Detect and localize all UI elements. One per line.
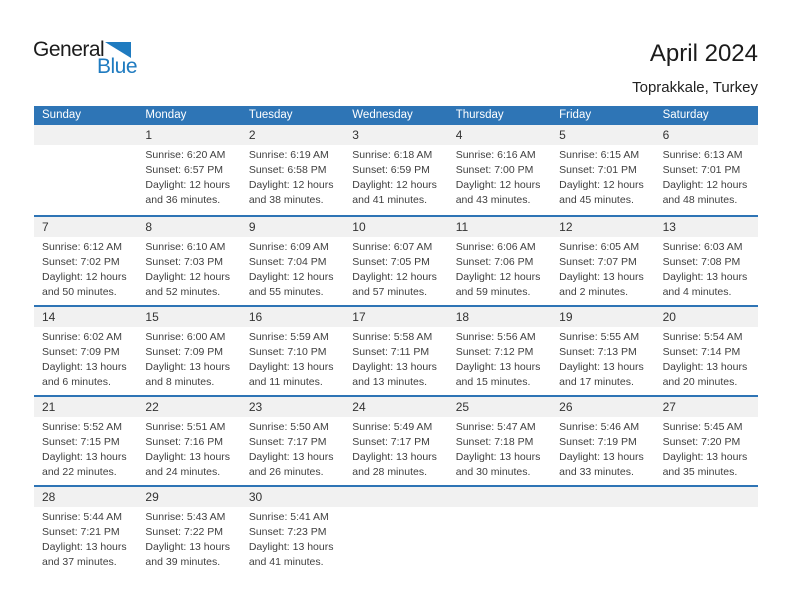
- day-cell: [551, 397, 654, 485]
- day-details: [34, 507, 137, 570]
- day-detail-line: and 39 minutes.: [145, 556, 221, 568]
- day-cell: [551, 125, 654, 215]
- day-detail-line: and 37 minutes.: [42, 556, 117, 568]
- day-detail-line: Sunset: 7:14 PM: [662, 346, 741, 358]
- day-details: [551, 145, 654, 208]
- day-cell: [241, 217, 344, 305]
- day-details: [137, 145, 240, 208]
- day-number: 8: [137, 217, 240, 237]
- day-detail-line: Sunrise: 6:13 AM: [662, 149, 743, 161]
- day-details: [241, 327, 344, 390]
- day-detail-line: and 35 minutes.: [662, 466, 738, 478]
- day-detail-line: and 26 minutes.: [248, 466, 324, 478]
- day-detail-line: Daylight: 13 hours: [248, 541, 334, 553]
- week-row: [34, 125, 758, 215]
- day-detail-line: Daylight: 13 hours: [145, 361, 231, 373]
- weekday-header-monday: Monday: [145, 109, 187, 121]
- day-number: [655, 487, 758, 507]
- day-detail-line: Daylight: 12 hours: [42, 271, 127, 283]
- day-detail-line: Sunset: 7:12 PM: [455, 346, 534, 358]
- day-detail-line: Sunset: 7:09 PM: [145, 346, 224, 358]
- day-detail-line: Sunset: 7:01 PM: [559, 164, 637, 176]
- day-detail-line: Sunrise: 6:02 AM: [42, 331, 122, 343]
- day-detail-line: Daylight: 13 hours: [145, 451, 231, 463]
- day-cell: [344, 125, 447, 215]
- day-details: [241, 507, 344, 570]
- day-number: [34, 125, 137, 145]
- day-detail-line: and 48 minutes.: [662, 194, 738, 206]
- day-details: [241, 237, 344, 300]
- day-detail-line: Sunset: 7:02 PM: [42, 256, 120, 268]
- day-details: [655, 417, 758, 480]
- logo-text-general: General: [33, 38, 105, 61]
- day-detail-line: Sunset: 6:59 PM: [352, 164, 430, 176]
- day-cell: [655, 217, 758, 305]
- day-cell: [344, 397, 447, 485]
- day-detail-line: Sunset: 7:01 PM: [662, 164, 741, 176]
- day-number: 30: [241, 487, 344, 507]
- day-detail-line: Sunset: 7:10 PM: [248, 346, 327, 358]
- day-detail-line: Daylight: 13 hours: [248, 451, 334, 463]
- weekday-header-wednesday: Wednesday: [352, 109, 413, 121]
- day-detail-line: Sunrise: 6:18 AM: [352, 149, 433, 161]
- day-detail-line: Sunset: 6:57 PM: [145, 164, 224, 176]
- day-detail-line: and 6 minutes.: [42, 376, 111, 388]
- day-number: 24: [344, 397, 447, 417]
- day-cell: [137, 217, 240, 305]
- day-detail-line: Sunset: 7:06 PM: [455, 256, 534, 268]
- day-number: 4: [448, 125, 551, 145]
- day-detail-line: Sunrise: 5:50 AM: [248, 421, 329, 433]
- day-details: [137, 237, 240, 300]
- day-detail-line: Sunset: 7:16 PM: [145, 436, 224, 448]
- day-number: 6: [655, 125, 758, 145]
- day-detail-line: and 20 minutes.: [662, 376, 738, 388]
- day-detail-line: and 50 minutes.: [42, 286, 117, 298]
- day-number: 21: [34, 397, 137, 417]
- weekday-header-tuesday: Tuesday: [248, 109, 293, 121]
- day-number: 26: [551, 397, 654, 417]
- day-number: 13: [655, 217, 758, 237]
- day-detail-line: Daylight: 12 hours: [662, 179, 748, 191]
- day-number: 3: [344, 125, 447, 145]
- day-cell: [344, 307, 447, 395]
- day-detail-line: and 22 minutes.: [42, 466, 117, 478]
- day-details: [241, 417, 344, 480]
- day-cell: [137, 397, 240, 485]
- day-detail-line: and 13 minutes.: [352, 376, 427, 388]
- day-detail-line: Sunrise: 6:00 AM: [145, 331, 226, 343]
- calendar-grid-container: [34, 106, 758, 575]
- day-detail-line: and 28 minutes.: [352, 466, 427, 478]
- day-cell: [137, 307, 240, 395]
- day-cell: [551, 307, 654, 395]
- day-number: 14: [34, 307, 137, 327]
- day-detail-line: and 59 minutes.: [455, 286, 531, 298]
- day-cell: [137, 487, 240, 575]
- day-detail-line: Sunrise: 5:43 AM: [145, 511, 226, 523]
- logo-text-blue: Blue: [96, 55, 137, 78]
- day-number: 20: [655, 307, 758, 327]
- day-detail-line: Sunset: 7:07 PM: [559, 256, 637, 268]
- day-cell: [448, 307, 551, 395]
- day-cell: [551, 217, 654, 305]
- week-row: [34, 395, 758, 485]
- day-detail-line: and 15 minutes.: [455, 376, 531, 388]
- day-detail-line: and 17 minutes.: [559, 376, 634, 388]
- day-detail-line: Sunrise: 6:16 AM: [455, 149, 536, 161]
- day-detail-line: Sunset: 7:08 PM: [662, 256, 741, 268]
- day-detail-line: Daylight: 12 hours: [352, 271, 437, 283]
- day-detail-line: Sunrise: 6:03 AM: [662, 241, 743, 253]
- day-detail-line: Sunrise: 6:05 AM: [559, 241, 640, 253]
- page-subtitle: Toprakkale, Turkey: [632, 79, 758, 96]
- day-detail-line: and 52 minutes.: [145, 286, 221, 298]
- day-detail-line: Sunset: 7:21 PM: [42, 526, 120, 538]
- day-detail-line: Sunrise: 6:19 AM: [248, 149, 329, 161]
- day-detail-line: Daylight: 12 hours: [248, 179, 334, 191]
- day-detail-line: and 30 minutes.: [455, 466, 531, 478]
- day-detail-line: Sunrise: 5:46 AM: [559, 421, 640, 433]
- day-detail-line: Sunset: 7:15 PM: [42, 436, 120, 448]
- day-detail-line: Sunset: 7:17 PM: [248, 436, 327, 448]
- day-detail-line: Sunrise: 5:44 AM: [42, 511, 122, 523]
- day-details: [655, 327, 758, 390]
- day-details: [137, 507, 240, 570]
- day-detail-line: and 36 minutes.: [145, 194, 221, 206]
- day-number: 25: [448, 397, 551, 417]
- day-detail-line: Daylight: 12 hours: [145, 271, 231, 283]
- day-detail-line: Sunset: 7:20 PM: [662, 436, 741, 448]
- day-details: [34, 417, 137, 480]
- week-row: [34, 485, 758, 575]
- title-block: [632, 40, 758, 96]
- day-detail-line: Daylight: 13 hours: [352, 361, 437, 373]
- day-detail-line: Daylight: 13 hours: [662, 451, 748, 463]
- day-detail-line: and 45 minutes.: [559, 194, 634, 206]
- day-details: [344, 417, 447, 480]
- day-detail-line: Sunrise: 5:56 AM: [455, 331, 536, 343]
- day-number: 15: [137, 307, 240, 327]
- day-detail-line: Sunset: 7:03 PM: [145, 256, 224, 268]
- day-detail-line: Daylight: 12 hours: [559, 179, 644, 191]
- day-cell: [655, 125, 758, 215]
- day-detail-line: Sunrise: 6:12 AM: [42, 241, 122, 253]
- day-detail-line: Daylight: 13 hours: [559, 361, 644, 373]
- day-detail-line: Sunset: 7:11 PM: [352, 346, 430, 358]
- empty-day-cell: [34, 125, 137, 215]
- day-details: [34, 237, 137, 300]
- day-details: [241, 145, 344, 208]
- day-number: 18: [448, 307, 551, 327]
- day-detail-line: and 33 minutes.: [559, 466, 634, 478]
- day-detail-line: Sunrise: 5:41 AM: [248, 511, 329, 523]
- day-cell: [34, 217, 137, 305]
- day-detail-line: and 8 minutes.: [145, 376, 215, 388]
- day-detail-line: Daylight: 13 hours: [559, 451, 644, 463]
- day-details: [655, 145, 758, 208]
- day-cell: [655, 307, 758, 395]
- day-details: [448, 145, 551, 208]
- day-detail-line: Sunset: 7:04 PM: [248, 256, 327, 268]
- day-number: 2: [241, 125, 344, 145]
- day-detail-line: Sunset: 7:18 PM: [455, 436, 534, 448]
- day-detail-line: Sunrise: 5:52 AM: [42, 421, 122, 433]
- day-details: [344, 237, 447, 300]
- day-detail-line: and 38 minutes.: [248, 194, 324, 206]
- day-detail-line: Sunset: 6:58 PM: [248, 164, 327, 176]
- week-row: [34, 305, 758, 395]
- day-cell: [241, 125, 344, 215]
- day-detail-line: and 4 minutes.: [662, 286, 732, 298]
- day-detail-line: Daylight: 13 hours: [455, 451, 541, 463]
- day-number: [448, 487, 551, 507]
- day-detail-line: Sunset: 7:05 PM: [352, 256, 430, 268]
- day-detail-line: Daylight: 13 hours: [455, 361, 541, 373]
- day-detail-line: and 57 minutes.: [352, 286, 427, 298]
- day-number: 1: [137, 125, 240, 145]
- day-number: 19: [551, 307, 654, 327]
- day-number: [551, 487, 654, 507]
- day-cell: [241, 307, 344, 395]
- day-number: 7: [34, 217, 137, 237]
- day-detail-line: Sunset: 7:00 PM: [455, 164, 534, 176]
- day-detail-line: Daylight: 12 hours: [248, 271, 334, 283]
- day-detail-line: Daylight: 13 hours: [352, 451, 437, 463]
- day-detail-line: Daylight: 13 hours: [42, 361, 127, 373]
- day-detail-line: Sunrise: 5:58 AM: [352, 331, 433, 343]
- day-detail-line: and 55 minutes.: [248, 286, 324, 298]
- day-detail-line: Daylight: 12 hours: [455, 271, 541, 283]
- day-detail-line: Sunset: 7:22 PM: [145, 526, 224, 538]
- day-details: [551, 327, 654, 390]
- day-detail-line: Sunrise: 5:45 AM: [662, 421, 743, 433]
- day-detail-line: Sunset: 7:19 PM: [559, 436, 637, 448]
- day-details: [551, 417, 654, 480]
- day-detail-line: Sunrise: 6:10 AM: [145, 241, 226, 253]
- day-number: 16: [241, 307, 344, 327]
- day-detail-line: Sunrise: 5:55 AM: [559, 331, 640, 343]
- day-detail-line: Daylight: 12 hours: [145, 179, 231, 191]
- day-detail-line: Sunrise: 5:54 AM: [662, 331, 743, 343]
- day-cell: [34, 397, 137, 485]
- day-details: [137, 417, 240, 480]
- day-detail-line: and 41 minutes.: [352, 194, 427, 206]
- day-cell: [34, 307, 137, 395]
- weekday-header-friday: Friday: [559, 109, 592, 121]
- day-detail-line: Sunrise: 6:07 AM: [352, 241, 433, 253]
- day-detail-line: Sunrise: 6:06 AM: [455, 241, 536, 253]
- day-cell: [241, 487, 344, 575]
- day-number: 29: [137, 487, 240, 507]
- day-details: [551, 237, 654, 300]
- day-number: 12: [551, 217, 654, 237]
- day-detail-line: Daylight: 13 hours: [662, 271, 748, 283]
- day-cell: [241, 397, 344, 485]
- page-title: April 2024: [649, 40, 758, 67]
- day-detail-line: Sunrise: 6:20 AM: [145, 149, 226, 161]
- day-number: 10: [344, 217, 447, 237]
- day-details: [34, 327, 137, 390]
- day-detail-line: Sunset: 7:23 PM: [248, 526, 327, 538]
- empty-day-cell: [551, 487, 654, 575]
- day-cell: [344, 217, 447, 305]
- day-detail-line: Daylight: 12 hours: [455, 179, 541, 191]
- day-number: 17: [344, 307, 447, 327]
- day-detail-line: Sunset: 7:13 PM: [559, 346, 637, 358]
- day-detail-line: Daylight: 13 hours: [42, 451, 127, 463]
- day-cell: [448, 217, 551, 305]
- day-details: [448, 417, 551, 480]
- day-detail-line: and 24 minutes.: [145, 466, 221, 478]
- week-row: [34, 215, 758, 305]
- day-detail-line: Sunrise: 5:49 AM: [352, 421, 433, 433]
- empty-day-cell: [655, 487, 758, 575]
- calendar-grid: [34, 125, 758, 575]
- day-cell: [448, 397, 551, 485]
- day-details: [344, 327, 447, 390]
- day-detail-line: Daylight: 13 hours: [248, 361, 334, 373]
- day-detail-line: and 41 minutes.: [248, 556, 324, 568]
- day-detail-line: Daylight: 13 hours: [559, 271, 644, 283]
- day-detail-line: Daylight: 13 hours: [42, 541, 127, 553]
- day-cell: [448, 125, 551, 215]
- weekday-header-thursday: Thursday: [455, 109, 504, 121]
- day-number: [344, 487, 447, 507]
- day-detail-line: Sunrise: 6:15 AM: [559, 149, 640, 161]
- day-number: 27: [655, 397, 758, 417]
- day-details: [137, 327, 240, 390]
- day-details: [344, 145, 447, 208]
- day-cell: [34, 487, 137, 575]
- day-number: 23: [241, 397, 344, 417]
- empty-day-cell: [448, 487, 551, 575]
- day-detail-line: Daylight: 13 hours: [145, 541, 231, 553]
- day-detail-line: Daylight: 12 hours: [352, 179, 437, 191]
- day-detail-line: Sunset: 7:17 PM: [352, 436, 430, 448]
- day-number: 22: [137, 397, 240, 417]
- weekday-header-row: [34, 106, 758, 125]
- empty-day-cell: [344, 487, 447, 575]
- day-cell: [137, 125, 240, 215]
- day-detail-line: and 11 minutes.: [248, 376, 323, 388]
- general-blue-logo: [33, 38, 139, 79]
- day-detail-line: and 43 minutes.: [455, 194, 531, 206]
- day-details: [448, 237, 551, 300]
- day-detail-line: Sunrise: 5:59 AM: [248, 331, 329, 343]
- day-detail-line: and 2 minutes.: [559, 286, 629, 298]
- day-detail-line: Daylight: 13 hours: [662, 361, 748, 373]
- day-detail-line: Sunrise: 6:09 AM: [248, 241, 329, 253]
- day-details: [655, 237, 758, 300]
- day-details: [448, 327, 551, 390]
- day-number: 11: [448, 217, 551, 237]
- weekday-header-sunday: Sunday: [42, 109, 82, 121]
- day-detail-line: Sunset: 7:09 PM: [42, 346, 120, 358]
- weekday-header-saturday: Saturday: [662, 109, 709, 121]
- day-detail-line: Sunrise: 5:51 AM: [145, 421, 226, 433]
- day-number: 5: [551, 125, 654, 145]
- day-detail-line: Sunrise: 5:47 AM: [455, 421, 536, 433]
- day-number: 28: [34, 487, 137, 507]
- day-cell: [655, 397, 758, 485]
- day-number: 9: [241, 217, 344, 237]
